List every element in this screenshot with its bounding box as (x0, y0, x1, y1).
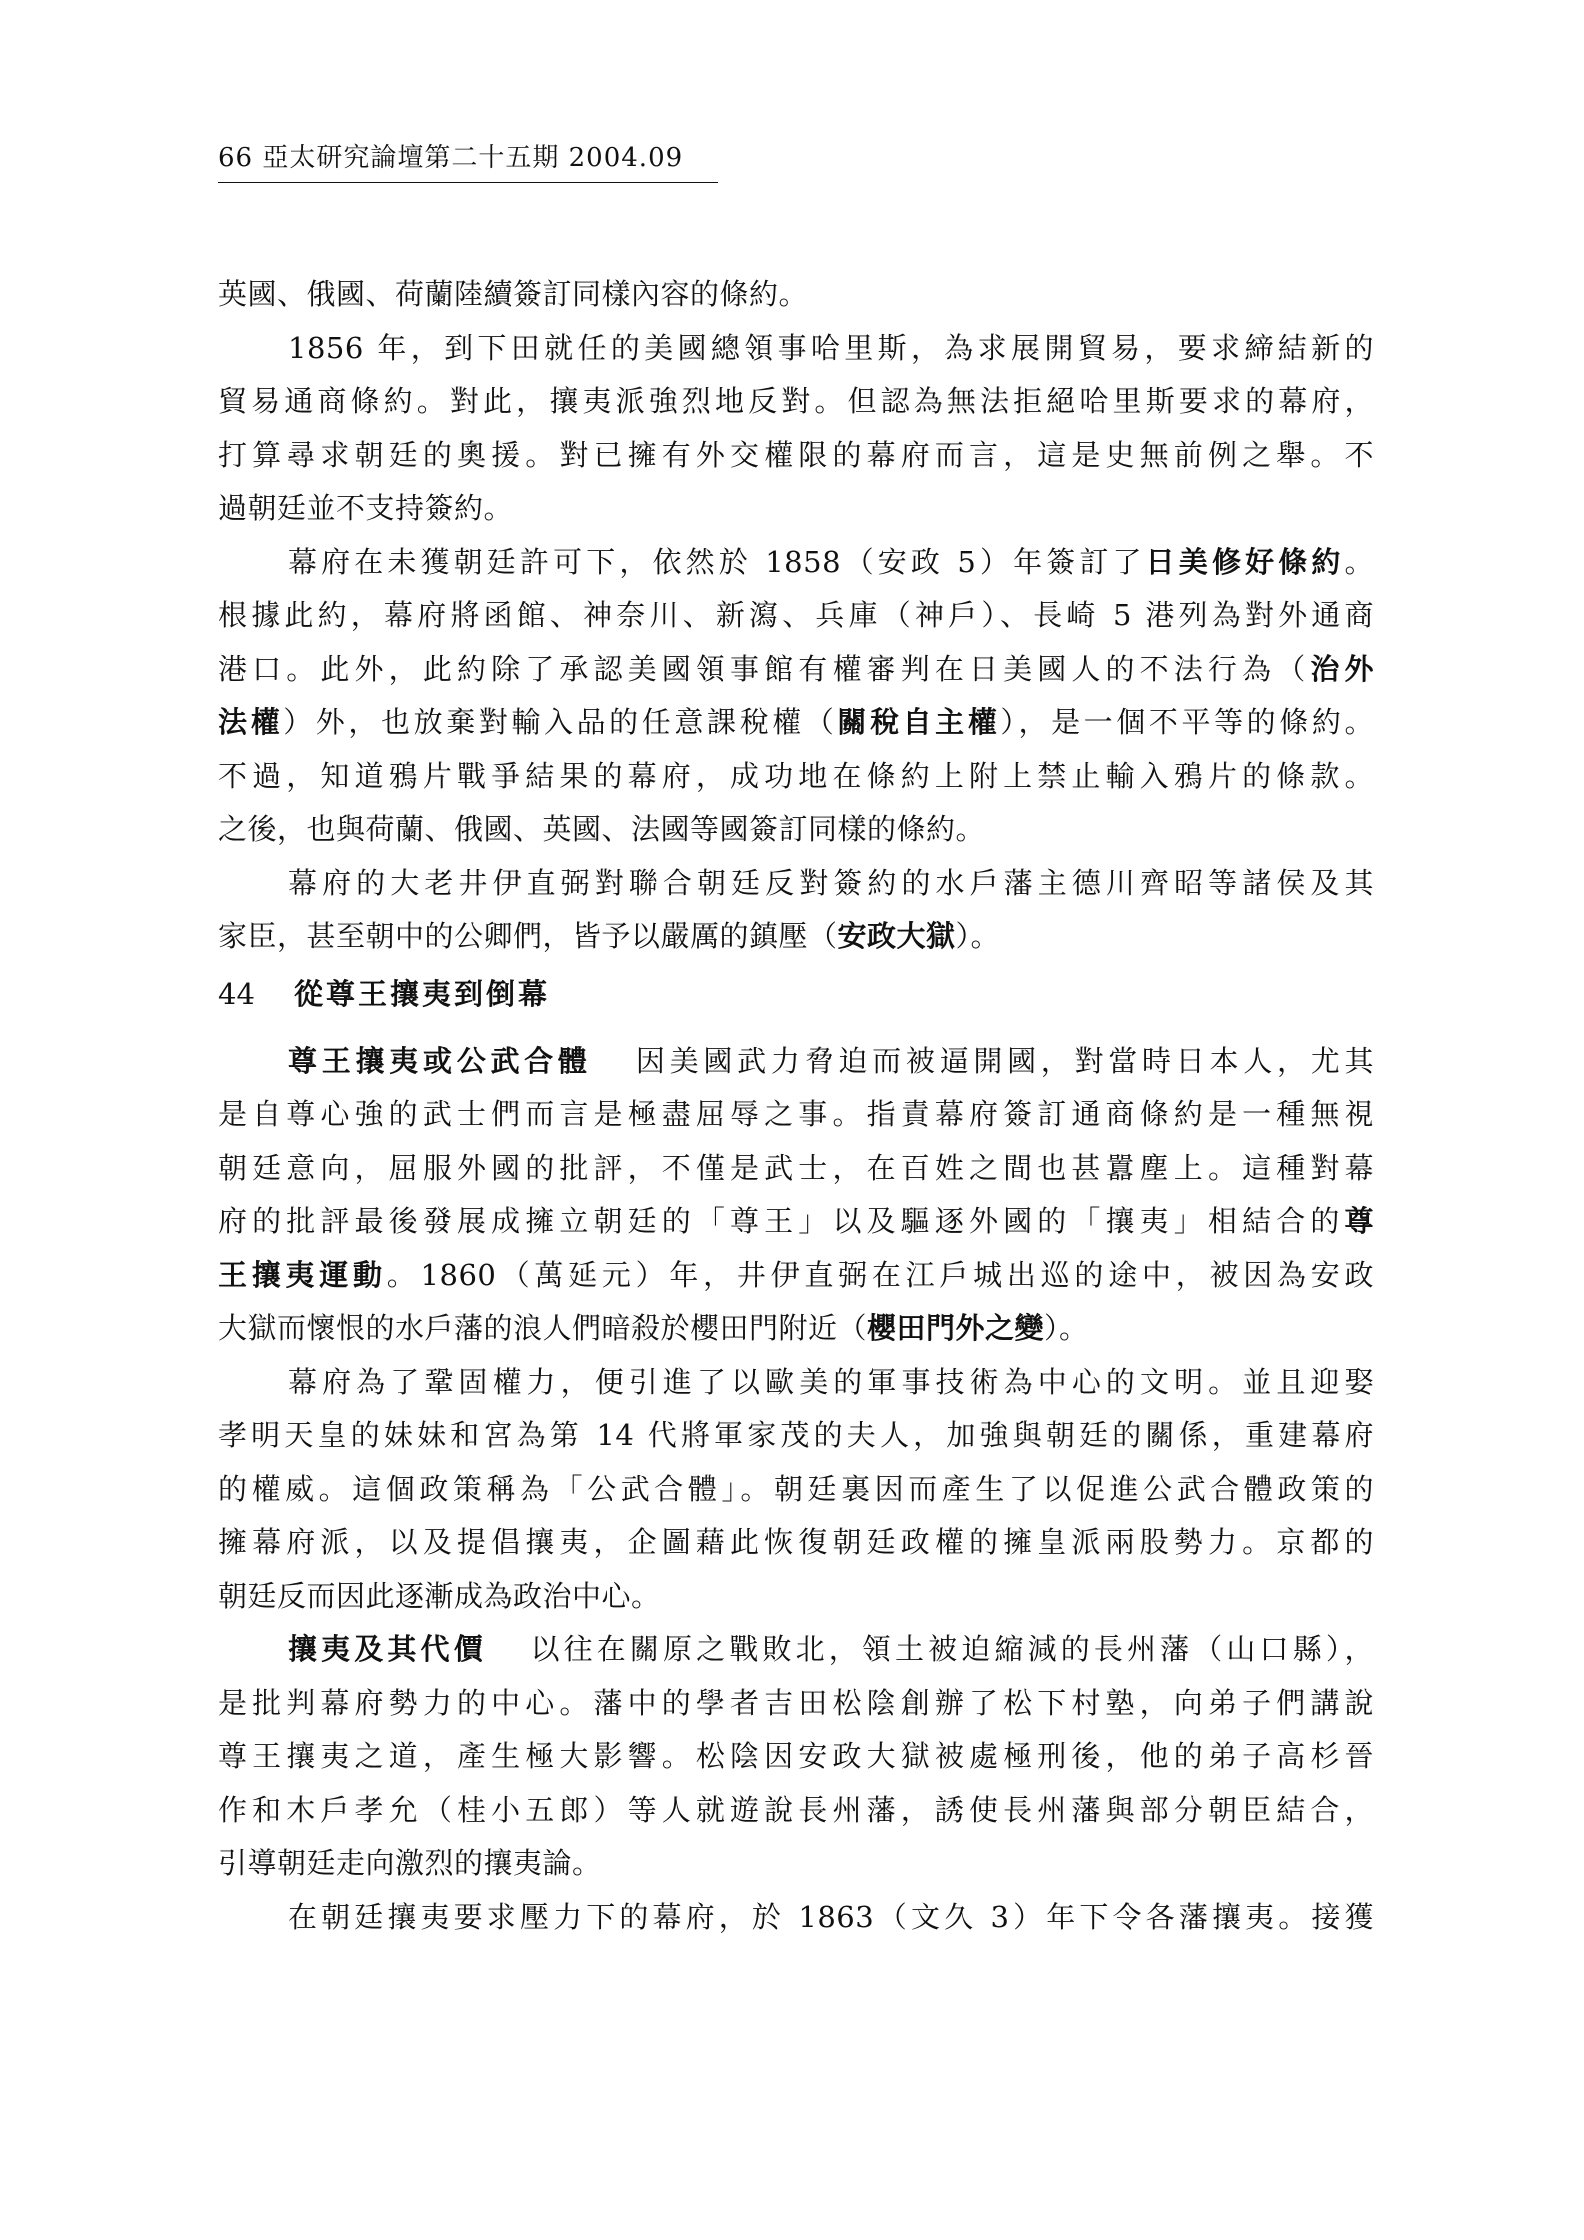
text-run: 港口。此外，此約除了承認美國領事館有權審判在日美國人的不法行為（ (218, 651, 1311, 686)
text-line: 在朝廷攘夷要求壓力下的幕府，於 1863（文久 3）年下令各藩攘夷。接獲 (288, 1899, 1374, 1934)
section-number: 44 (218, 976, 255, 1011)
text-line: 引導朝廷走向激烈的攘夷論。 (218, 1846, 602, 1880)
text-line (218, 536, 1374, 590)
subsection-lead: 攘夷及其代價 (288, 1632, 487, 1666)
term-bold: 安政大獄 (837, 919, 956, 953)
text-line: 朝廷意向，屈服外國的批評，不僅是武士，在百姓之間也甚囂塵上。這種對幕 (218, 1150, 1374, 1185)
text-run: 。 (1344, 544, 1374, 579)
text-run: 大獄而懷恨的水戶藩的浪人們暗殺於櫻田門附近（ (218, 1311, 868, 1345)
running-header (218, 140, 683, 176)
text-line: 幕府為了鞏固權力，便引進了以歐美的軍事技術為中心的文明。並且迎娶 (288, 1364, 1374, 1399)
text-line: 過朝廷並不支持簽約。 (218, 491, 514, 525)
text-line: 幕府的大老井伊直弼對聯合朝廷反對簽約的水戶藩主德川齊昭等諸侯及其 (288, 865, 1374, 900)
text-line (218, 910, 1374, 964)
text-line: 是批判幕府勢力的中心。藩中的學者吉田松陰創辦了松下村塾，向弟子們講說 (218, 1685, 1374, 1720)
text-run: 幕府在未獲朝廷許可下，依然於 1858（安政 5）年簽訂了 (288, 544, 1146, 579)
text-line: 朝廷反而因此逐漸成為政治中心。 (218, 1578, 661, 1613)
text-run: 以往在關原之戰敗北，領土被迫縮減的長州藩（山口縣）， (526, 1632, 1374, 1666)
term-bold: 法權 (218, 705, 284, 739)
text-line: 擁幕府派，以及提倡攘夷，企圖藉此恢復朝廷政權的擁皇派兩股勢力。京都的 (218, 1525, 1374, 1559)
subsection-lead: 尊王攘夷或公武合體 (288, 1043, 592, 1078)
text-line: 根據此約，幕府將函館、神奈川、新瀉、兵庫（神戶）、長崎 5 港列為對外通商 (218, 598, 1374, 632)
text-line: 不過，知道鴉片戰爭結果的幕府，成功地在條約上附上禁止輸入鴉片的條款。 (218, 758, 1374, 793)
issue-date: 2004.09 (568, 143, 684, 173)
text-line (218, 1195, 1374, 1249)
text-run: 家臣，甚至朝中的公卿們，皆予以嚴厲的鎮壓（ (218, 919, 838, 953)
text-line: 作和木戶孝允（桂小五郎）等人就遊說長州藩，誘使長州藩與部分朝臣結合， (218, 1792, 1374, 1827)
text-line (218, 696, 1374, 750)
journal-title: 亞太研究論壇第二十五期 (262, 143, 560, 173)
text-line: 英國、俄國、荷蘭陸續簽訂同樣內容的條約。 (218, 277, 809, 311)
page-number: 66 (218, 143, 254, 173)
term-bold: 治外 (1310, 651, 1374, 686)
header-rule (218, 182, 718, 183)
body-text (218, 268, 1374, 1944)
text-run: ）。 (1044, 1311, 1089, 1345)
section-heading (218, 968, 1374, 1035)
text-line: 孝明天皇的妹妹和宮為第 14 代將軍家茂的夫人，加強與朝廷的關係，重建幕府 (218, 1418, 1374, 1452)
text-line: 尊王攘夷之道，產生極大影響。松陰因安政大獄被處極刑後，他的弟子高杉晉 (218, 1739, 1374, 1773)
term-bold: 櫻田門外之變 (867, 1311, 1045, 1345)
text-line (218, 1035, 1374, 1089)
text-line: 1856 年，到下田就任的美國總領事哈里斯，為求展開貿易，要求締結新的 (288, 330, 1374, 365)
text-line (218, 1249, 1374, 1303)
text-run: 府的批評最後發展成擁立朝廷的「尊王」以及驅逐外國的「攘夷」相結合的 (218, 1204, 1345, 1238)
text-line (218, 1623, 1374, 1677)
text-run: ），是一個不平等的條約。 (1000, 705, 1374, 739)
term-bold: 日美修好條約 (1145, 544, 1345, 579)
text-run: ）。 (955, 919, 1001, 953)
text-run: 因美國武力脅迫而被逼開國，對當時日本人，尤其 (631, 1043, 1374, 1078)
text-line (218, 1302, 1374, 1356)
text-line: 打算尋求朝廷的奧援。對已擁有外交權限的幕府而言，這是史無前例之舉。不 (218, 437, 1374, 472)
text-line: 貿易通商條約。對此，攘夷派強烈地反對。但認為無法拒絕哈里斯要求的幕府， (218, 384, 1374, 418)
term-bold: 王攘夷運動 (218, 1257, 387, 1292)
text-run: ）外，也放棄對輸入品的任意課稅權（ (283, 705, 838, 739)
text-line: 是自尊心強的武士們而言是極盡屈辱之事。指責幕府簽訂通商條約是一種無視 (218, 1097, 1374, 1131)
text-line: 之後，也與荷蘭、俄國、英國、法國等國簽訂同樣的條約。 (218, 812, 986, 846)
section-title: 從尊王攘夷到倒幕 (294, 976, 551, 1011)
term-bold: 關稅自主權 (837, 705, 1001, 739)
text-run: 。1860（萬延元）年，井伊直弼在江戶城出巡的途中，被因為安政 (386, 1257, 1374, 1292)
term-bold: 尊 (1344, 1204, 1374, 1238)
text-line: 的權威。這個政策稱為「公武合體」。朝廷裏因而產生了以促進公武合體政策的 (218, 1471, 1374, 1506)
text-line (218, 643, 1374, 697)
